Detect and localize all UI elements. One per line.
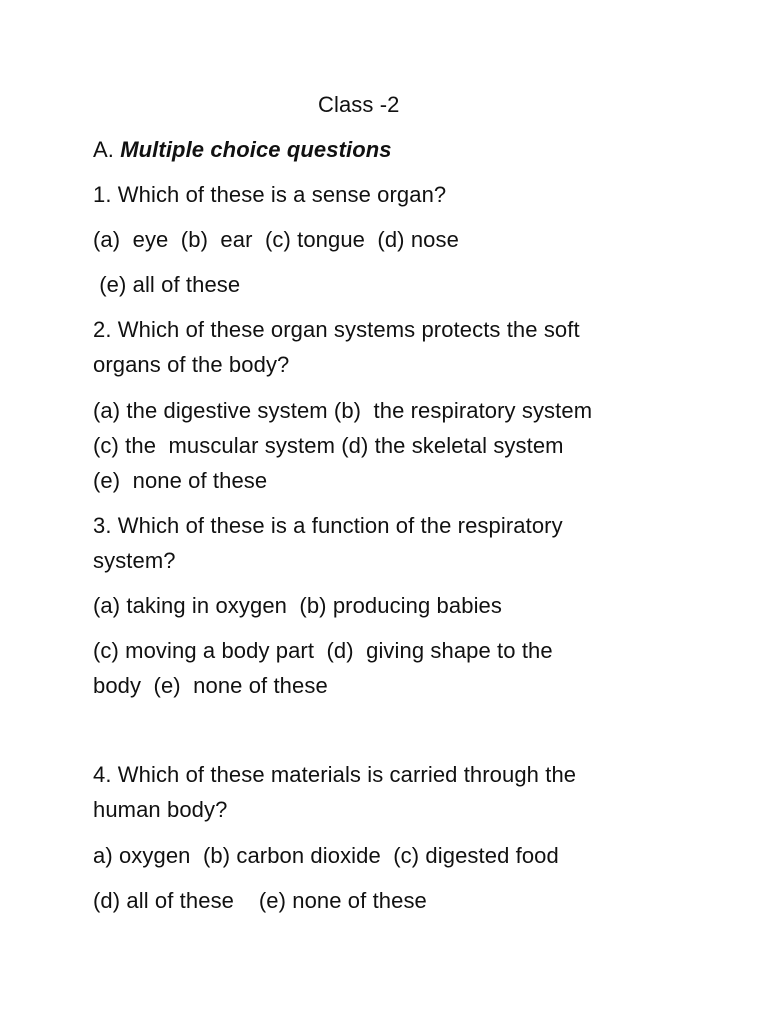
question-3-text-line-2: system? xyxy=(93,548,176,573)
question-2-text-line-1: 2. Which of these organ systems protects the soft xyxy=(93,317,580,342)
question-4-text-line-1: 4. Which of these materials is carried through the xyxy=(93,762,577,787)
question-2-text-line-2: organs of the body? xyxy=(93,352,290,377)
question-1-text: 1. Which of these is a sense organ? xyxy=(93,182,447,207)
question-1-options-line-1: (a) eye (b) ear (c) tongue (d) nose xyxy=(93,227,459,252)
question-3-text-line-1: 3. Which of these is a function of the respiratory xyxy=(93,513,563,538)
question-4-options-line-2: (d) all of these (e) none of these xyxy=(93,888,427,913)
question-1-options-line-2: (e) all of these xyxy=(93,272,241,297)
section-prefix: A. xyxy=(93,137,114,162)
section-label: Multiple choice questions xyxy=(120,137,392,162)
question-2-options-line-3: (e) none of these xyxy=(93,468,268,493)
question-2-options-line-1: (a) the digestive system (b) the respiratory system xyxy=(93,398,593,423)
question-4-text-line-2: human body? xyxy=(93,797,228,822)
question-3-options-line-2: (c) moving a body part (d) giving shape to the xyxy=(93,638,553,663)
page-title: Class -2 xyxy=(318,92,400,117)
section-heading xyxy=(93,132,392,167)
question-4-options-line-1: a) oxygen (b) carbon dioxide (c) digested food xyxy=(93,843,559,868)
question-3-options-line-3: body (e) none of these xyxy=(93,673,328,698)
question-2-options-line-2: (c) the muscular system (d) the skeletal system xyxy=(93,433,564,458)
question-3-options-line-1: (a) taking in oxygen (b) producing babies xyxy=(93,593,502,618)
